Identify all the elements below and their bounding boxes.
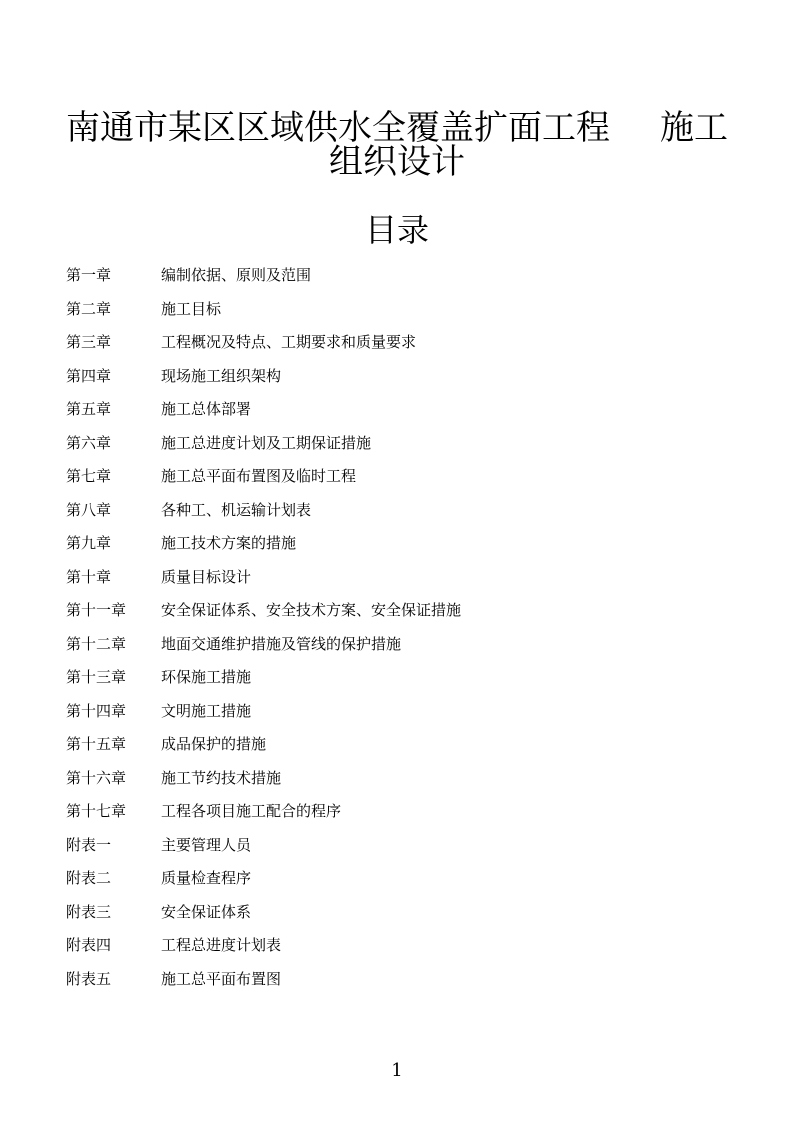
toc-entry: [66, 761, 726, 795]
toc-entry: [66, 694, 726, 728]
toc-entry-number: 第七章: [66, 467, 112, 486]
toc-entry: [66, 392, 726, 426]
toc-entry-title: 编制依据、原则及范围: [161, 266, 312, 285]
toc-entry-number: 第五章: [66, 400, 112, 419]
toc-entry-number: 附表二: [66, 869, 112, 888]
toc-entry-title: 现场施工组织架构: [161, 366, 282, 385]
toc-entry: [66, 258, 726, 292]
toc-entry: [66, 526, 726, 560]
toc-entry-number: 第一章: [66, 266, 112, 285]
toc-entry: [66, 828, 726, 862]
document-title-line-2: 组织设计: [329, 142, 465, 182]
toc-entry-title: 文明施工措施: [161, 701, 252, 720]
toc-entry: [66, 593, 726, 627]
toc-entry-number: 第十一章: [66, 601, 127, 620]
toc-entry: [66, 292, 726, 326]
toc-entry: [66, 895, 726, 929]
toc-entry-number: 附表五: [66, 969, 112, 988]
toc-entry-number: 第十三章: [66, 668, 127, 687]
toc-entry-title: 安全保证体系、安全技术方案、安全保证措施: [161, 601, 462, 620]
toc-entry-number: 附表三: [66, 902, 112, 921]
toc-entry-title: 工程各项目施工配合的程序: [161, 802, 342, 821]
toc-entry-title: 质量目标设计: [161, 567, 252, 586]
toc-entry: [66, 627, 726, 661]
table-of-contents: [66, 258, 726, 995]
document-title-part-2: 施工: [660, 108, 728, 148]
toc-entry-number: 第三章: [66, 333, 112, 352]
document-title-part-1: 南通市某区区域供水全覆盖扩面工程: [66, 108, 610, 148]
toc-entry-number: 第九章: [66, 534, 112, 553]
toc-entry: [66, 426, 726, 460]
toc-entry-title: 施工目标: [161, 299, 222, 318]
toc-entry: [66, 962, 726, 996]
toc-entry-title: 各种工、机运输计划表: [161, 500, 312, 519]
toc-entry-title: 质量检查程序: [161, 869, 252, 888]
toc-entry: [66, 459, 726, 493]
toc-entry-title: 施工总进度计划及工期保证措施: [161, 433, 372, 452]
toc-entry: [66, 325, 726, 359]
page-number: 1: [391, 1060, 403, 1081]
toc-entry-number: 第四章: [66, 366, 112, 385]
toc-entry-title: 施工总平面布置图: [161, 969, 282, 988]
toc-entry-title: 施工技术方案的措施: [161, 534, 297, 553]
toc-entry-title: 主要管理人员: [161, 835, 252, 854]
toc-entry-title: 地面交通维护措施及管线的保护措施: [161, 634, 402, 653]
toc-entry-title: 成品保护的措施: [161, 735, 267, 754]
toc-entry-title: 工程总进度计划表: [161, 936, 282, 955]
toc-entry-number: 第十章: [66, 567, 112, 586]
toc-entry: [66, 794, 726, 828]
toc-entry: [66, 560, 726, 594]
toc-entry-number: 附表一: [66, 835, 112, 854]
toc-entry: [66, 359, 726, 393]
toc-entry-title: 环保施工措施: [161, 668, 252, 687]
toc-entry: [66, 928, 726, 962]
toc-entry-number: 第十六章: [66, 768, 127, 787]
toc-entry-title: 施工节约技术措施: [161, 768, 282, 787]
toc-entry-number: 第十七章: [66, 802, 127, 821]
toc-entry: [66, 727, 726, 761]
toc-entry: [66, 493, 726, 527]
toc-entry-number: 第六章: [66, 433, 112, 452]
toc-entry-number: 第十五章: [66, 735, 127, 754]
toc-entry-title: 安全保证体系: [161, 902, 252, 921]
toc-entry-number: 附表四: [66, 936, 112, 955]
toc-entry-title: 施工总体部署: [161, 400, 252, 419]
toc-entry: [66, 861, 726, 895]
toc-entry-number: 第十四章: [66, 701, 127, 720]
toc-heading: 目录: [364, 211, 429, 249]
toc-entry-number: 第十二章: [66, 634, 127, 653]
toc-entry-number: 第二章: [66, 299, 112, 318]
toc-entry-title: 施工总平面布置图及临时工程: [161, 467, 357, 486]
toc-entry-title: 工程概况及特点、工期要求和质量要求: [161, 333, 417, 352]
toc-entry-number: 第八章: [66, 500, 112, 519]
document-title-line-1: [0, 110, 794, 146]
toc-entry: [66, 660, 726, 694]
